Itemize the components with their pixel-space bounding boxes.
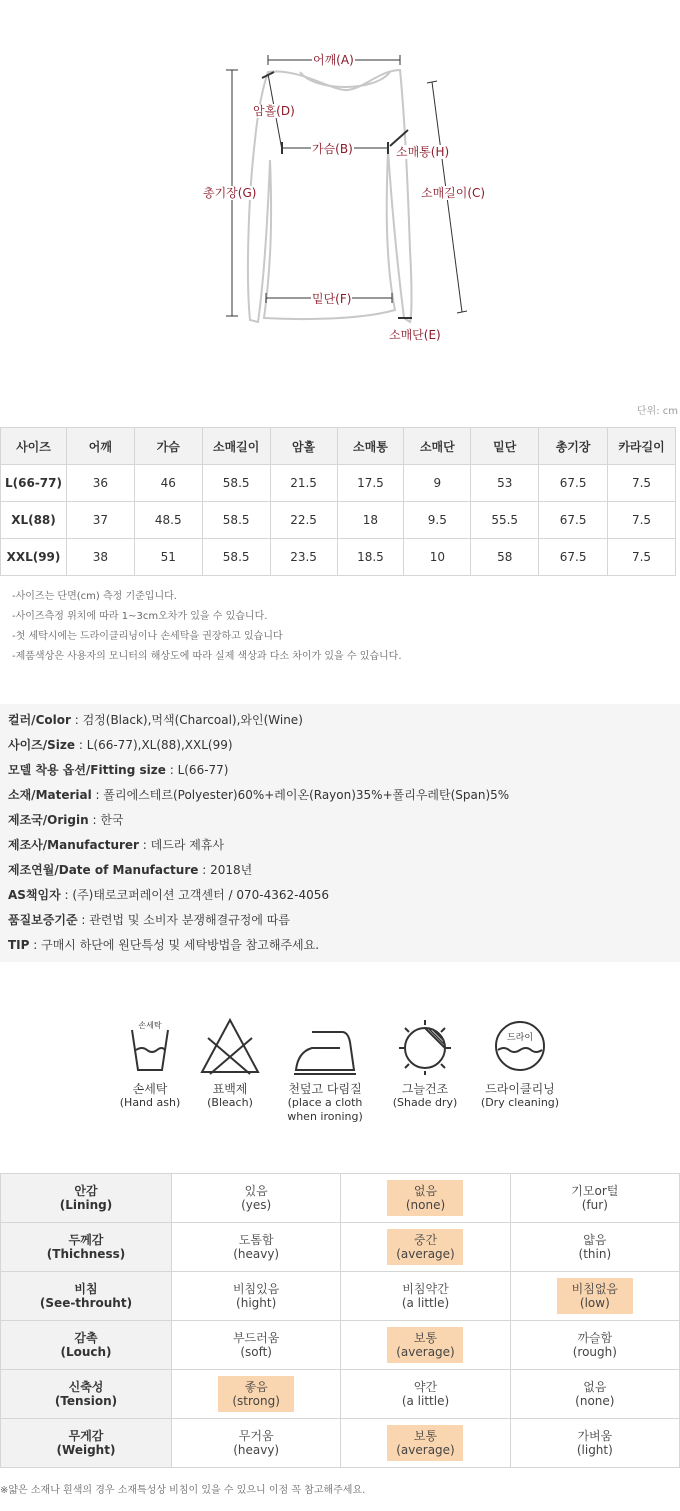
fabric-attribute-en: (Lining) xyxy=(59,1198,113,1212)
table-cell: XL(88) xyxy=(1,502,67,539)
care-sub: (Bleach) xyxy=(207,1096,253,1109)
fabric-option-cell xyxy=(510,1174,679,1223)
note-line: -사이즈는 단면(cm) 측정 기준입니다. xyxy=(12,591,177,602)
info-row xyxy=(8,783,672,808)
info-row xyxy=(8,858,672,883)
fabric-option-en: (average) xyxy=(396,1345,455,1359)
fabric-option-ko: 없음 xyxy=(583,1380,607,1394)
table-cell: 67.5 xyxy=(539,502,608,539)
fabric-attribute-name: 두께감 xyxy=(68,1233,104,1247)
fabric-option-en: (heavy) xyxy=(233,1247,280,1261)
care-instructions xyxy=(100,1016,580,1146)
size-table-header xyxy=(1,428,676,465)
info-row xyxy=(8,758,672,783)
label-sleeve-width: 소매통(H) xyxy=(396,145,450,159)
care-name: 손세탁 xyxy=(132,1082,168,1096)
fabric-option-ko: 얇음 xyxy=(583,1233,607,1247)
info-row xyxy=(8,883,672,908)
table-cell: 18.5 xyxy=(337,539,404,576)
fabric-attribute-en: (Tension) xyxy=(54,1394,118,1408)
table-cell: XXL(99) xyxy=(1,539,67,576)
info-label: 모델 착용 옵션/Fitting size xyxy=(8,763,166,777)
fabric-option xyxy=(557,1425,633,1461)
fabric-option xyxy=(557,1376,633,1412)
fabric-option-cell xyxy=(341,1174,510,1223)
fabric-option-ko: 없음 xyxy=(413,1184,438,1198)
info-value: : 데드라 제휴사 xyxy=(138,838,225,852)
fabric-option-cell xyxy=(510,1321,679,1370)
fabric-option-cell xyxy=(341,1223,510,1272)
table-cell: 7.5 xyxy=(608,502,676,539)
header-cell: 소매단 xyxy=(404,428,471,465)
info-label: 제조국/Origin xyxy=(8,813,89,827)
fabric-option-ko: 비침있음 xyxy=(232,1282,280,1296)
label-shoulder: 어깨(A) xyxy=(313,53,354,67)
info-row xyxy=(8,833,672,858)
table-cell: 38 xyxy=(66,539,134,576)
header-cell: 소매길이 xyxy=(202,428,270,465)
fabric-attribute-name: 비침 xyxy=(74,1282,98,1296)
fabric-option-selected xyxy=(387,1180,463,1216)
table-cell: 58.5 xyxy=(202,465,270,502)
fabric-option-en: (yes) xyxy=(241,1198,272,1212)
fabric-option xyxy=(218,1327,294,1363)
fabric-option xyxy=(218,1278,294,1314)
info-label: 사이즈/Size xyxy=(8,738,76,752)
info-label: 컬러/Color xyxy=(8,713,71,727)
note-line: -제품색상은 사용자의 모니터의 해상도에 따라 실제 색상과 다소 차이가 있을 수 있습니다. xyxy=(12,651,402,662)
fabric-option-ko: 부드러움 xyxy=(232,1331,280,1345)
fabric-row xyxy=(1,1321,680,1370)
table-cell: 23.5 xyxy=(270,539,337,576)
table-row xyxy=(1,539,676,576)
info-row xyxy=(8,733,672,758)
info-value: : L(66-77) xyxy=(165,763,229,777)
table-cell: 55.5 xyxy=(471,502,539,539)
care-name: 천덮고 다림질 xyxy=(288,1082,362,1096)
fabric-option-cell xyxy=(510,1370,679,1419)
fabric-table xyxy=(0,1173,680,1468)
fabric-attribute-name: 안감 xyxy=(74,1184,98,1198)
fabric-row xyxy=(1,1272,680,1321)
fabric-option-ko: 보통 xyxy=(413,1331,438,1345)
table-cell: L(66-77) xyxy=(1,465,67,502)
fabric-attribute-name: 무게감 xyxy=(68,1429,104,1443)
fabric-option-selected xyxy=(387,1327,463,1363)
fabric-option-en: (rough) xyxy=(572,1345,617,1359)
shade-dry-icon xyxy=(395,1016,455,1076)
header-cell: 소매통 xyxy=(337,428,404,465)
footnote: ※얇은 소재나 흰색의 경우 소재특성상 비침이 있을 수 있으니 이점 꼭 참고해주세요. xyxy=(0,1485,366,1496)
table-cell: 21.5 xyxy=(270,465,337,502)
fabric-option xyxy=(557,1229,633,1265)
note-line: -사이즈측정 위치에 따라 1~3cm오차가 있을 수 있습니다. xyxy=(12,611,268,622)
table-cell: 67.5 xyxy=(539,465,608,502)
fabric-attribute xyxy=(1,1223,172,1272)
table-cell: 36 xyxy=(66,465,134,502)
label-armhole: 암홀(D) xyxy=(253,104,295,118)
info-label: 품질보증기준 xyxy=(8,913,78,927)
fabric-option-cell xyxy=(510,1272,679,1321)
fabric-option-en: (average) xyxy=(396,1443,455,1457)
table-cell: 53 xyxy=(471,465,539,502)
info-label: AS책임자 xyxy=(8,888,61,902)
info-value: : 검정(Black),먹색(Charcoal),와인(Wine) xyxy=(70,713,303,727)
fabric-option-ko: 보통 xyxy=(413,1429,438,1443)
fabric-attribute xyxy=(1,1321,172,1370)
fabric-option-cell xyxy=(341,1370,510,1419)
note-line: -첫 세탁시에는 드라이클리닝이나 손세탁을 권장하고 있습니다 xyxy=(12,631,283,642)
fabric-option xyxy=(387,1376,463,1412)
table-cell: 22.5 xyxy=(270,502,337,539)
fabric-option-en: (light) xyxy=(576,1443,613,1457)
fabric-option xyxy=(218,1425,294,1461)
fabric-option-cell xyxy=(510,1419,679,1468)
fabric-attribute-en: (See-throuht) xyxy=(39,1296,133,1310)
fabric-option-cell xyxy=(172,1321,341,1370)
label-total-length: 총기장(G) xyxy=(203,186,257,200)
fabric-option-ko: 기모or털 xyxy=(571,1184,619,1198)
fabric-row xyxy=(1,1174,680,1223)
fabric-option-ko: 도톰함 xyxy=(238,1233,274,1247)
unit-label: 단위: cm xyxy=(636,406,678,417)
size-table xyxy=(0,427,676,576)
fabric-option-en: (none) xyxy=(575,1394,615,1408)
fabric-option-selected xyxy=(557,1278,633,1314)
table-cell: 9.5 xyxy=(404,502,471,539)
care-sub: (Shade dry) xyxy=(392,1096,458,1109)
fabric-option-ko: 좋음 xyxy=(244,1380,268,1394)
table-cell: 58.5 xyxy=(202,502,270,539)
table-cell: 51 xyxy=(134,539,202,576)
table-row xyxy=(1,465,676,502)
fabric-option-en: (a little) xyxy=(401,1394,450,1408)
label-hem: 밑단(F) xyxy=(312,292,352,306)
fabric-option-selected xyxy=(218,1376,294,1412)
iron-cloth-icon xyxy=(290,1016,360,1076)
dry-clean-icon-text: 드라이 xyxy=(506,1033,534,1043)
table-cell: 7.5 xyxy=(608,465,676,502)
header-cell: 암홀 xyxy=(270,428,337,465)
info-value: : 2018년 xyxy=(198,863,253,877)
info-value: : 폴리에스테르(Polyester)60%+레이온(Rayon)35%+폴리우레탄(Span)5% xyxy=(91,788,510,802)
care-sub: (place a cloth when ironing) xyxy=(287,1096,363,1123)
label-cuff: 소매단(E) xyxy=(389,328,441,342)
care-name: 그늘건조 xyxy=(401,1082,449,1096)
fabric-row xyxy=(1,1223,680,1272)
care-name: 표백제 xyxy=(212,1082,248,1096)
dry-clean-icon xyxy=(490,1016,550,1076)
care-item-shade-dry xyxy=(375,1016,475,1110)
header-cell: 사이즈 xyxy=(1,428,67,465)
header-cell: 가슴 xyxy=(134,428,202,465)
info-label: 제조연월/Date of Manufacture xyxy=(8,863,199,877)
fabric-option-cell xyxy=(510,1223,679,1272)
fabric-option-ko: 있음 xyxy=(244,1184,268,1198)
fabric-option-en: (soft) xyxy=(240,1345,272,1359)
fabric-option-cell xyxy=(172,1272,341,1321)
fabric-option xyxy=(387,1278,463,1314)
info-row xyxy=(8,908,672,933)
fabric-attribute xyxy=(1,1272,172,1321)
no-bleach-icon xyxy=(200,1016,260,1076)
care-item-dry-clean xyxy=(470,1016,570,1110)
table-cell: 58 xyxy=(471,539,539,576)
fabric-option-ko: 까슬함 xyxy=(577,1331,613,1345)
fabric-attribute-name: 감촉 xyxy=(74,1331,98,1345)
info-value: : L(66-77),XL(88),XXL(99) xyxy=(75,738,233,752)
care-item-bleach xyxy=(180,1016,280,1110)
info-value: : 관련법 및 소비자 분쟁해결규정에 따름 xyxy=(77,913,290,927)
info-label: TIP xyxy=(8,938,30,952)
fabric-option-en: (hight) xyxy=(236,1296,277,1310)
fabric-option-ko: 중간 xyxy=(413,1233,438,1247)
info-value: : (주)태로코퍼레이션 고객센터 / 070-4362-4056 xyxy=(60,888,329,902)
info-row xyxy=(8,708,672,733)
header-cell: 카라길이 xyxy=(608,428,676,465)
table-cell: 58.5 xyxy=(202,539,270,576)
fabric-option-en: (low) xyxy=(579,1296,610,1310)
fabric-option xyxy=(557,1327,633,1363)
fabric-attribute xyxy=(1,1370,172,1419)
fabric-attribute-name: 신축성 xyxy=(68,1380,104,1394)
fabric-row xyxy=(1,1370,680,1419)
info-label: 소재/Material xyxy=(8,788,92,802)
fabric-option-ko: 무거움 xyxy=(238,1429,274,1443)
table-cell: 48.5 xyxy=(134,502,202,539)
fabric-option-cell xyxy=(172,1370,341,1419)
fabric-option-en: (heavy) xyxy=(233,1443,280,1457)
info-row xyxy=(8,933,672,958)
info-value: : 구매시 하단에 원단특성 및 세탁방법을 참고해주세요. xyxy=(29,938,320,952)
fabric-option-selected xyxy=(387,1425,463,1461)
label-sleeve-length: 소매길이(C) xyxy=(421,186,486,200)
fabric-option-ko: 가벼움 xyxy=(577,1429,613,1443)
table-cell: 67.5 xyxy=(539,539,608,576)
table-row xyxy=(1,502,676,539)
table-cell: 10 xyxy=(404,539,471,576)
fabric-attribute-en: (Weight) xyxy=(56,1443,116,1457)
fabric-option-en: (strong) xyxy=(232,1394,280,1408)
fabric-row xyxy=(1,1419,680,1468)
fabric-option-ko: 비침없음 xyxy=(571,1282,619,1296)
header-cell: 총기장 xyxy=(539,428,608,465)
care-sub: (Dry cleaning) xyxy=(480,1096,560,1109)
fabric-option-cell xyxy=(172,1419,341,1468)
header-cell: 밑단 xyxy=(471,428,539,465)
fabric-option-cell xyxy=(341,1419,510,1468)
table-cell: 46 xyxy=(134,465,202,502)
fabric-option xyxy=(557,1180,633,1216)
table-cell: 9 xyxy=(404,465,471,502)
fabric-option-cell xyxy=(172,1174,341,1223)
fabric-option-ko: 비침약간 xyxy=(402,1282,449,1296)
fabric-option-en: (fur) xyxy=(581,1198,608,1212)
fabric-option-en: (none) xyxy=(405,1198,446,1212)
info-value: : 한국 xyxy=(88,813,124,827)
fabric-option-cell xyxy=(341,1272,510,1321)
table-cell: 17.5 xyxy=(337,465,404,502)
fabric-option-cell xyxy=(341,1321,510,1370)
fabric-option xyxy=(218,1180,294,1216)
care-sub: (Hand ash) xyxy=(119,1096,181,1109)
header-cell: 어깨 xyxy=(66,428,134,465)
table-cell: 7.5 xyxy=(608,539,676,576)
product-info xyxy=(0,704,680,962)
fabric-option-en: (average) xyxy=(396,1247,455,1261)
fabric-attribute xyxy=(1,1174,172,1223)
table-cell: 37 xyxy=(66,502,134,539)
hand-wash-icon xyxy=(120,1016,180,1076)
fabric-attribute xyxy=(1,1419,172,1468)
label-chest: 가슴(B) xyxy=(312,142,353,156)
fabric-option-cell xyxy=(172,1223,341,1272)
fabric-option xyxy=(218,1229,294,1265)
fabric-option-en: (a little) xyxy=(401,1296,450,1310)
fabric-attribute-en: (Thichness) xyxy=(46,1247,126,1261)
hand-wash-icon-text: 손세탁 xyxy=(138,1021,162,1030)
size-diagram xyxy=(0,0,680,400)
info-row xyxy=(8,808,672,833)
care-item-ironing xyxy=(275,1016,375,1124)
info-label: 제조사/Manufacturer xyxy=(8,838,139,852)
fabric-option-ko: 약간 xyxy=(413,1380,438,1394)
fabric-option-en: (thin) xyxy=(578,1247,612,1261)
table-cell: 18 xyxy=(337,502,404,539)
care-name: 드라이클리닝 xyxy=(485,1082,555,1096)
size-notes xyxy=(12,587,402,667)
fabric-option-selected xyxy=(387,1229,463,1265)
fabric-attribute-en: (Louch) xyxy=(60,1345,112,1359)
